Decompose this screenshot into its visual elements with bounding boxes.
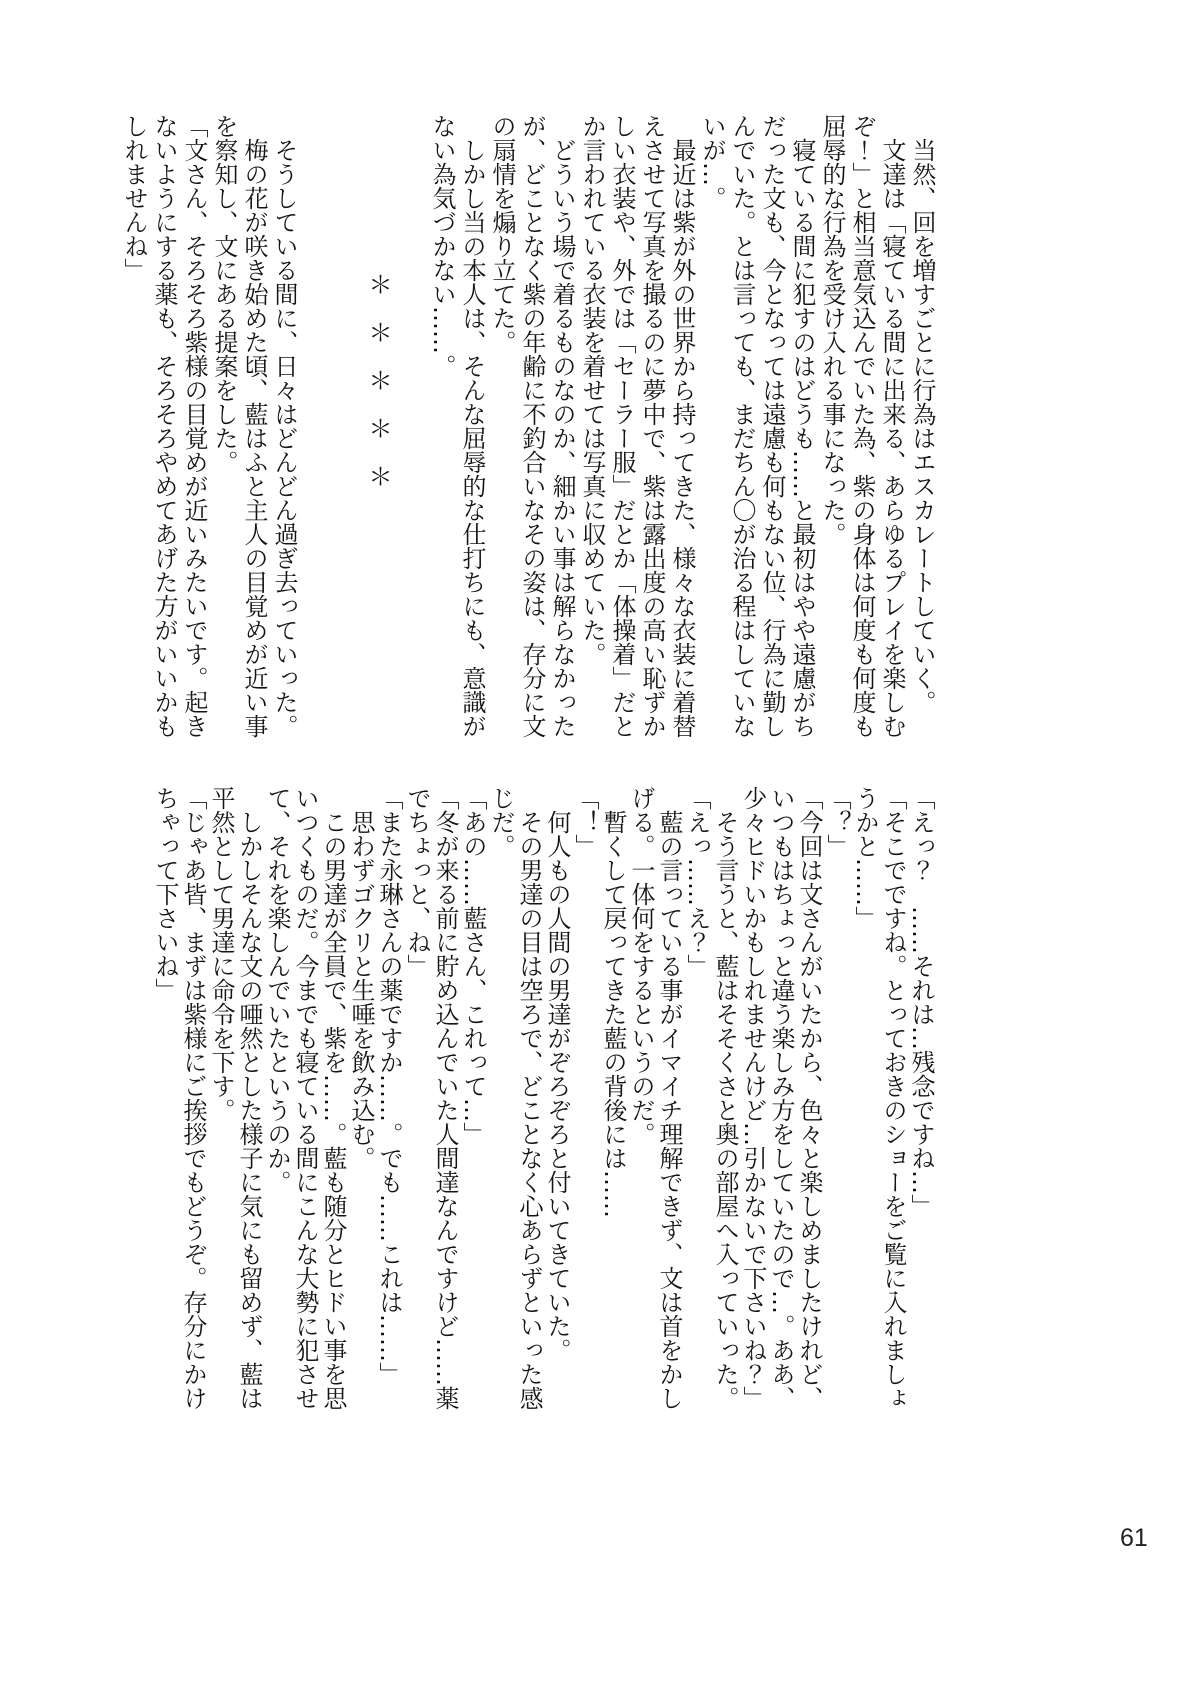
- page-number: 61: [1120, 1524, 1148, 1552]
- paragraph-dialogue: 「えっ？ ……それは…残念ですね…」: [907, 786, 935, 1218]
- paragraph: しかし当の本人は、そんな屈辱的な仕打ちにも、意識がない為気づかない……。: [428, 114, 486, 738]
- paragraph: その男達の目は空ろで、どことなく心あらずといった感じだ。: [487, 786, 543, 1410]
- paragraph: 藍の言っている事がイマイチ理解できず、文は首をかしげる。一体何をするというのだ。: [627, 786, 683, 1410]
- paragraph: どういう場で着るものなのか、細かい事は解らなかったが、どことなく紫の年齢に不釣合いなその姿は、存分に文の扇情を煽り立てた。: [488, 114, 576, 738]
- text-block-top: [119, 114, 937, 744]
- paragraph: 当然、回を増すごとに行為はエスカレートしていく。: [908, 138, 936, 714]
- paragraph: この男達が全員で、紫を……。藍も随分とヒドい事を思いつくものだ。今までも寝ている間にこんな大勢に犯させて、それを楽しんでいたというのか。: [263, 786, 347, 1410]
- paragraph: 最近は紫が外の世界から持ってきた、様々な衣装に着替えさせて写真を撮るのに夢中で、紫は露出度の高い恥ずかしい衣装や、外では「セーラー服」だとか「体操着」だとか言われている衣装を着せては写真に収めていた。: [578, 114, 696, 738]
- paragraph-dialogue: 「えっ……え？」: [683, 786, 711, 978]
- paragraph-dialogue: 「また永琳さんの薬ですか……。でも……これは……」: [375, 786, 403, 1386]
- paragraph-dialogue: 「じゃあ皆、まずは紫様にご挨拶でもどうぞ。存分にかけちゃって下さいね」: [151, 786, 207, 1410]
- paragraph-dialogue: 「そこでですね。とっておきのショーをご覧に入れましょうかと……」: [851, 786, 907, 1410]
- paragraph-dialogue: 「あの……藍さん、これって…」: [459, 786, 487, 1146]
- paragraph: しかしそんな文の唖然とした様子に気にも留めず、藍は平然として男達に命令を下す。: [207, 786, 263, 1410]
- paragraph-dialogue: 「？」: [823, 786, 851, 858]
- paragraph: そう言うと、藍はそそくさと奥の部屋へ入っていった。: [711, 810, 739, 1410]
- paragraph: 何人もの人間の男達がぞろぞろと付いてきていた。: [543, 810, 571, 1362]
- paragraph-dialogue: 「文さん、そろそろ紫様の目覚めが近いみたいです。起きないようにする薬も、そろそろやめてあげた方がいいかもしれませんね」: [120, 114, 208, 738]
- section-divider: ＊ ＊ ＊ ＊ ＊: [364, 272, 392, 488]
- paragraph: 文達は「寝ている間に出来る、あらゆるプレイを楽しむぞ！」と相当意気込んでいた為、紫の身体は何度も何度も屈辱的な行為を受け入れる事になった。: [818, 114, 906, 738]
- paragraph-dialogue: 「今回は文さんがいたから、色々と楽しめましたけれど、いつもはちょっと違う楽しみ方をしていたので…。ああ、少々ヒドいかもしれませんけど…引かないで下さいね？」: [739, 786, 823, 1410]
- paragraph: 思わずゴクリと生唾を飲み込む。: [347, 810, 375, 1170]
- paragraph: 暫くして戻ってきた藍の背後には……: [599, 810, 627, 1218]
- text-block-bottom: [151, 786, 935, 1416]
- paragraph: 梅の花が咲き始めた頃、藍はふと主人の目覚めが近い事を察知し、文にある提案をした。: [210, 114, 268, 738]
- paragraph: 寝ている間に犯すのはどうも……と最初はやや遠慮がちだった文も、今となっては遠慮も何もない位、行為に勤しんでいた。とは言っても、まだちん〇が治る程はしていないが…。: [698, 114, 816, 738]
- paragraph: そうしている間に、日々はどんどん過ぎ去っていった。: [270, 138, 298, 738]
- paragraph-dialogue: 「！」: [571, 786, 599, 858]
- paragraph-dialogue: 「冬が来る前に貯め込んでいた人間達なんですけど……薬でちょっと、ね」: [403, 786, 459, 1410]
